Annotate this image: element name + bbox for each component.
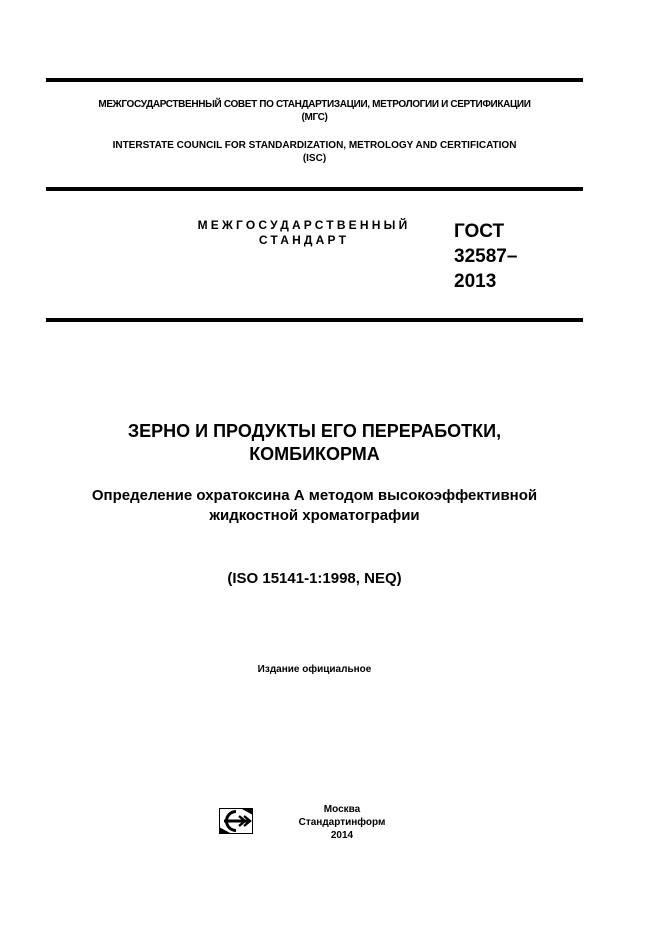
publisher-year: 2014	[330, 830, 354, 841]
title-line2: КОМБИКОРМА	[249, 444, 380, 464]
document-title	[46, 420, 583, 466]
publisher-block	[280, 803, 404, 842]
subtitle-line2: жидкостной хроматографии	[209, 507, 420, 524]
council-en-abbr: (ISC)	[302, 153, 327, 164]
iso-reference: (ISO 15141-1:1998, NEQ)	[227, 570, 402, 587]
middle-rule	[46, 187, 583, 191]
standard-code-line2: 32587–	[454, 246, 518, 267]
document-subtitle	[36, 486, 593, 526]
subtitle-line1: Определение охратоксина А методом высокоэффективной	[91, 487, 538, 504]
standartinform-logo-icon	[219, 808, 253, 834]
standard-code-line1: ГОСТ	[454, 221, 505, 242]
council-en-name: INTERSTATE COUNCIL FOR STANDARDIZATION, METROLOGY AND CERTIFICATION	[112, 140, 517, 151]
council-en-block	[46, 139, 583, 165]
standard-type	[190, 218, 418, 248]
bottom-header-rule	[46, 318, 583, 322]
standard-code-line3: 2013	[454, 271, 497, 292]
council-ru-name: МЕЖГОСУДАРСТВЕННЫЙ СОВЕТ ПО СТАНДАРТИЗАЦИИ, МЕТРОЛОГИИ И СЕРТИФИКАЦИИ	[98, 99, 531, 110]
council-ru-abbr: (МГС)	[301, 112, 328, 123]
publisher-city: Москва	[323, 804, 361, 815]
standard-type-line1: МЕЖГОСУДАРСТВЕННЫЙ	[197, 218, 411, 232]
standard-type-line2: СТАНДАРТ	[258, 233, 350, 247]
publisher-name: Стандартинформ	[298, 817, 386, 828]
standard-code	[454, 219, 564, 294]
edition-label: Издание официальное	[257, 664, 372, 675]
council-ru-block	[46, 98, 583, 124]
title-line1: ЗЕРНО И ПРОДУКТЫ ЕГО ПЕРЕРАБОТКИ,	[127, 421, 502, 441]
top-rule	[46, 78, 583, 82]
